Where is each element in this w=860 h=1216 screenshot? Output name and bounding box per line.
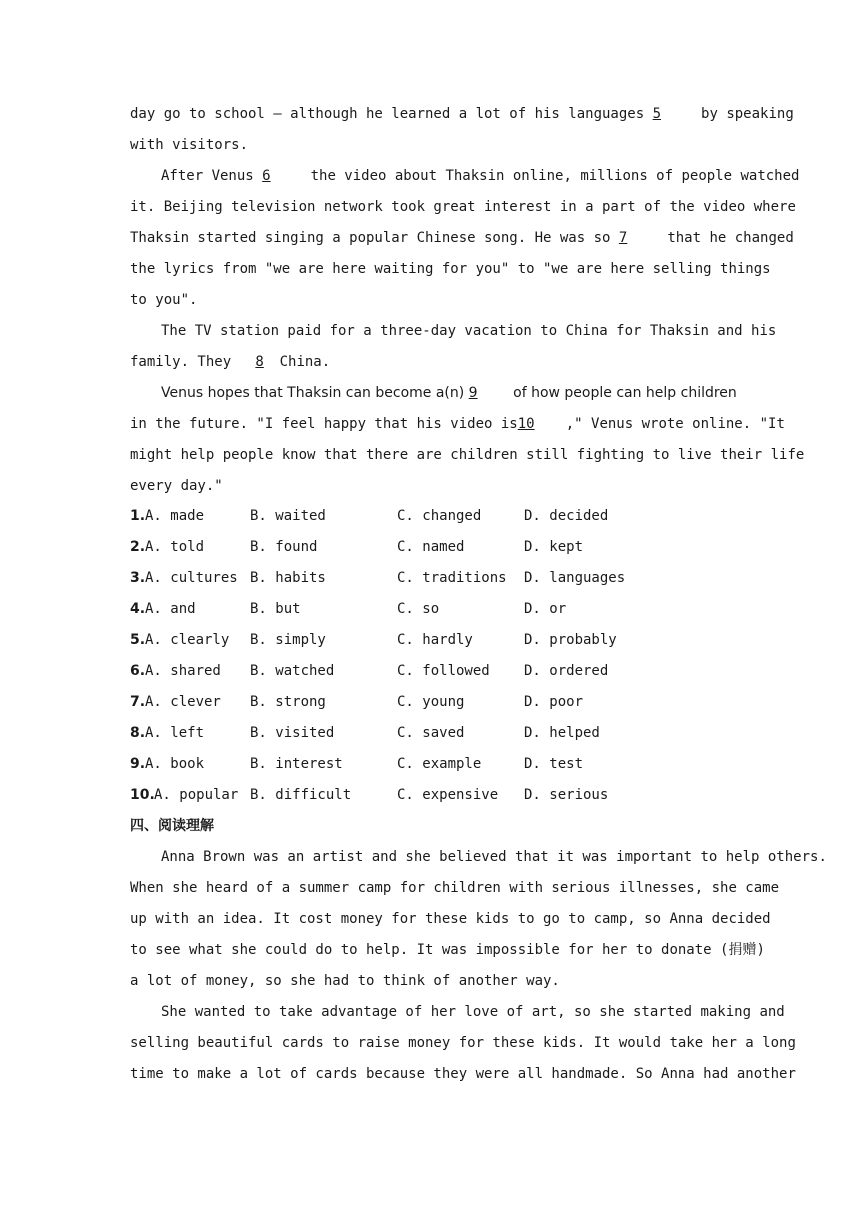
option-c: C. example xyxy=(397,756,482,772)
option-b: B. visited xyxy=(250,725,335,741)
option-d: D. kept xyxy=(524,539,584,555)
passage-line xyxy=(130,223,794,254)
option-d: D. poor xyxy=(524,694,584,710)
option-b: B. but xyxy=(250,601,301,617)
passage-line: When she heard of a summer camp for children with serious illnesses, she came xyxy=(130,880,780,896)
question-number: 10. xyxy=(130,787,155,803)
option-b: B. difficult xyxy=(250,787,352,803)
text-segment: in the future. "I feel happy that his video is xyxy=(130,416,518,432)
option-a: A. clever xyxy=(145,694,221,710)
option-c: C. changed xyxy=(397,508,482,524)
section-heading: 四、阅读理解 xyxy=(130,818,214,834)
blank-5: 5 xyxy=(652,106,662,122)
passage-line xyxy=(130,347,730,378)
option-c: C. so xyxy=(397,601,440,617)
passage-line: with visitors. xyxy=(130,137,249,153)
passage-line xyxy=(130,161,800,192)
option-a: A. book xyxy=(145,756,205,772)
text-segment: that he changed xyxy=(667,230,794,246)
passage-line: might help people know that there are children still fighting to live their life xyxy=(130,447,805,463)
answer-options xyxy=(130,501,730,811)
passage-line: selling beautiful cards to raise money for these kids. It would take her a long xyxy=(130,1035,796,1051)
option-a: A. cultures xyxy=(145,570,238,586)
option-d: D. languages xyxy=(524,570,626,586)
option-c: C. young xyxy=(397,694,465,710)
option-a: A. made xyxy=(145,508,205,524)
question-number: 6. xyxy=(130,663,146,679)
text-segment: Venus hopes that Thaksin can become a(n) xyxy=(161,385,465,401)
option-b: B. habits xyxy=(250,570,326,586)
option-c: C. hardly xyxy=(397,632,473,648)
option-row xyxy=(130,656,730,687)
passage-line: it. Beijing television network took great interest in a part of the video where xyxy=(130,199,796,215)
option-row xyxy=(130,594,730,625)
passage-line: The TV station paid for a three-day vacation to China for Thaksin and his xyxy=(161,323,777,339)
passage-line: time to make a lot of cards because they were all handmade. So Anna had another xyxy=(130,1066,796,1082)
option-a: A. popular xyxy=(154,787,239,803)
option-row xyxy=(130,687,730,718)
text-segment: After Venus xyxy=(161,168,254,184)
passage-line: Anna Brown was an artist and she believed that it was important to help others. xyxy=(161,849,827,865)
option-a: A. shared xyxy=(145,663,221,679)
blank-6: 6 xyxy=(262,168,271,184)
option-row xyxy=(130,780,730,811)
option-b: B. found xyxy=(250,539,318,555)
option-c: C. saved xyxy=(397,725,465,741)
option-row xyxy=(130,625,730,656)
option-d: D. or xyxy=(524,601,567,617)
option-c: C. followed xyxy=(397,663,490,679)
option-b: B. interest xyxy=(250,756,343,772)
blank-7: 7 xyxy=(618,230,628,246)
text-segment: family. They xyxy=(130,354,232,370)
passage-line: a lot of money, so she had to think of another way. xyxy=(130,973,560,989)
option-d: D. ordered xyxy=(524,663,609,679)
option-c: C. named xyxy=(397,539,465,555)
passage-line: the lyrics from "we are here waiting for you" to "we are here selling things xyxy=(130,261,771,277)
text-segment: by speaking xyxy=(701,106,794,122)
option-a: A. left xyxy=(145,725,205,741)
passage-line: to you". xyxy=(130,292,198,308)
passage-line: every day." xyxy=(130,478,223,494)
question-number: 9. xyxy=(130,756,146,772)
option-d: D. probably xyxy=(524,632,617,648)
option-d: D. decided xyxy=(524,508,609,524)
option-a: A. clearly xyxy=(145,632,230,648)
passage-line: She wanted to take advantage of her love of art, so she started making and xyxy=(161,1004,785,1020)
option-row xyxy=(130,749,730,780)
text-segment: ," Venus wrote online. "It xyxy=(565,416,785,432)
question-number: 2. xyxy=(130,539,146,555)
passage-line xyxy=(130,409,785,440)
text-segment: of how people can help children xyxy=(513,385,737,401)
blank-10: 10 xyxy=(517,416,535,432)
option-d: D. helped xyxy=(524,725,600,741)
passage-line: up with an idea. It cost money for these kids to go to camp, so Anna decided xyxy=(130,911,771,927)
passage-line xyxy=(130,99,794,130)
reading-passage xyxy=(130,842,827,1090)
cloze-passage xyxy=(130,99,805,502)
option-a: A. told xyxy=(145,539,205,555)
text-segment: the video about Thaksin online, millions of people watched xyxy=(310,168,800,184)
option-d: D. serious xyxy=(524,787,609,803)
option-row xyxy=(130,501,730,532)
option-row xyxy=(130,532,730,563)
question-number: 3. xyxy=(130,570,146,586)
option-c: C. expensive xyxy=(397,787,499,803)
option-b: B. watched xyxy=(250,663,335,679)
option-b: B. strong xyxy=(250,694,326,710)
question-number: 7. xyxy=(130,694,146,710)
option-c: C. traditions xyxy=(397,570,507,586)
question-number: 4. xyxy=(130,601,146,617)
question-number: 5. xyxy=(130,632,146,648)
option-b: B. simply xyxy=(250,632,326,648)
question-number: 8. xyxy=(130,725,146,741)
option-b: B. waited xyxy=(250,508,326,524)
text-segment: Thaksin started singing a popular Chinese song. He was so xyxy=(130,230,611,246)
blank-9: 9 xyxy=(468,385,478,401)
blank-8: 8 xyxy=(255,354,264,370)
question-number: 1. xyxy=(130,508,146,524)
option-d: D. test xyxy=(524,756,584,772)
passage-line: to see what she could do to help. It was impossible for her to donate (捐赠) xyxy=(130,942,765,958)
text-segment: China. xyxy=(279,354,331,370)
option-row xyxy=(130,563,730,594)
option-a: A. and xyxy=(145,601,196,617)
passage-line xyxy=(130,378,737,409)
text-segment: day go to school — although he learned a lot of his languages xyxy=(130,106,645,122)
option-row xyxy=(130,718,730,749)
